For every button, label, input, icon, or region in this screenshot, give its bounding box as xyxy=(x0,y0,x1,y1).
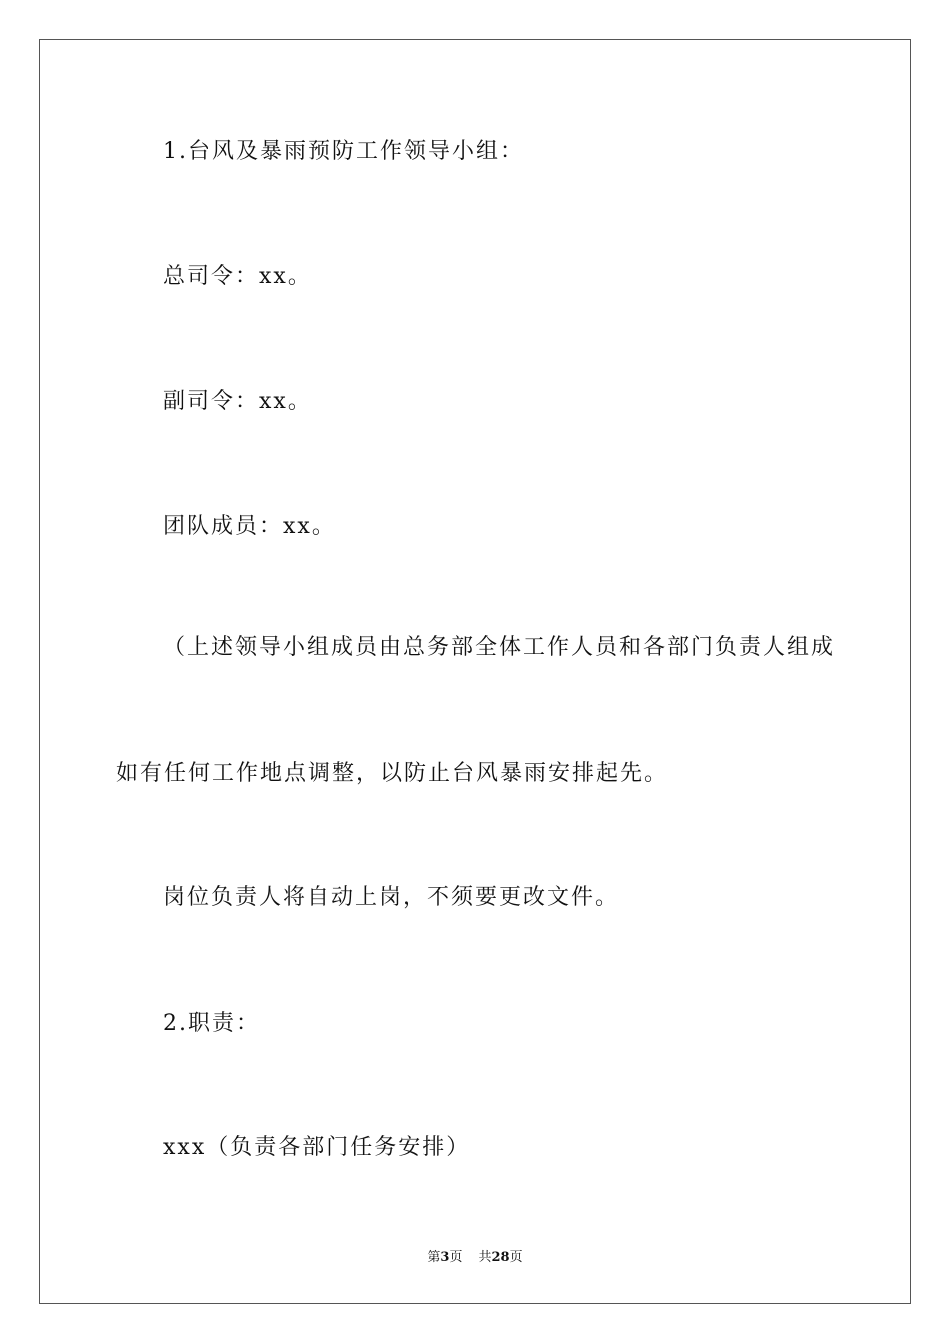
footer-total-prefix: 共 xyxy=(478,1250,492,1265)
team-members-line: 团队成员：xx。 xyxy=(163,514,336,539)
page-border xyxy=(39,39,911,1304)
section-heading-leadership-group: 1.台风及暴雨预防工作领导小组： xyxy=(163,139,524,164)
footer-page-prefix: 第 xyxy=(427,1250,441,1265)
workplace-adjustment-line: 如有任何工作地点调整，以防止台风暴雨安排起先。 xyxy=(116,761,669,786)
group-composition-note: （上述领导小组成员由总务部全体工作人员和各部门负责人组成 xyxy=(163,635,836,660)
page-footer xyxy=(0,1249,950,1267)
post-leader-line: 岗位负责人将自动上岗，不须要更改文件。 xyxy=(163,885,620,910)
footer-total-pages: 28 xyxy=(491,1250,510,1265)
commander-line: 总司令：xx。 xyxy=(163,264,312,289)
section-heading-duties: 2.职责： xyxy=(163,1011,260,1036)
footer-total-suffix: 页 xyxy=(509,1250,523,1265)
footer-page-suffix: 页 xyxy=(449,1250,463,1265)
duty-assignment-line: xxx（负责各部门任务安排） xyxy=(163,1135,471,1160)
deputy-commander-line: 副司令：xx。 xyxy=(163,389,312,414)
footer-page-number: 3 xyxy=(440,1250,450,1265)
